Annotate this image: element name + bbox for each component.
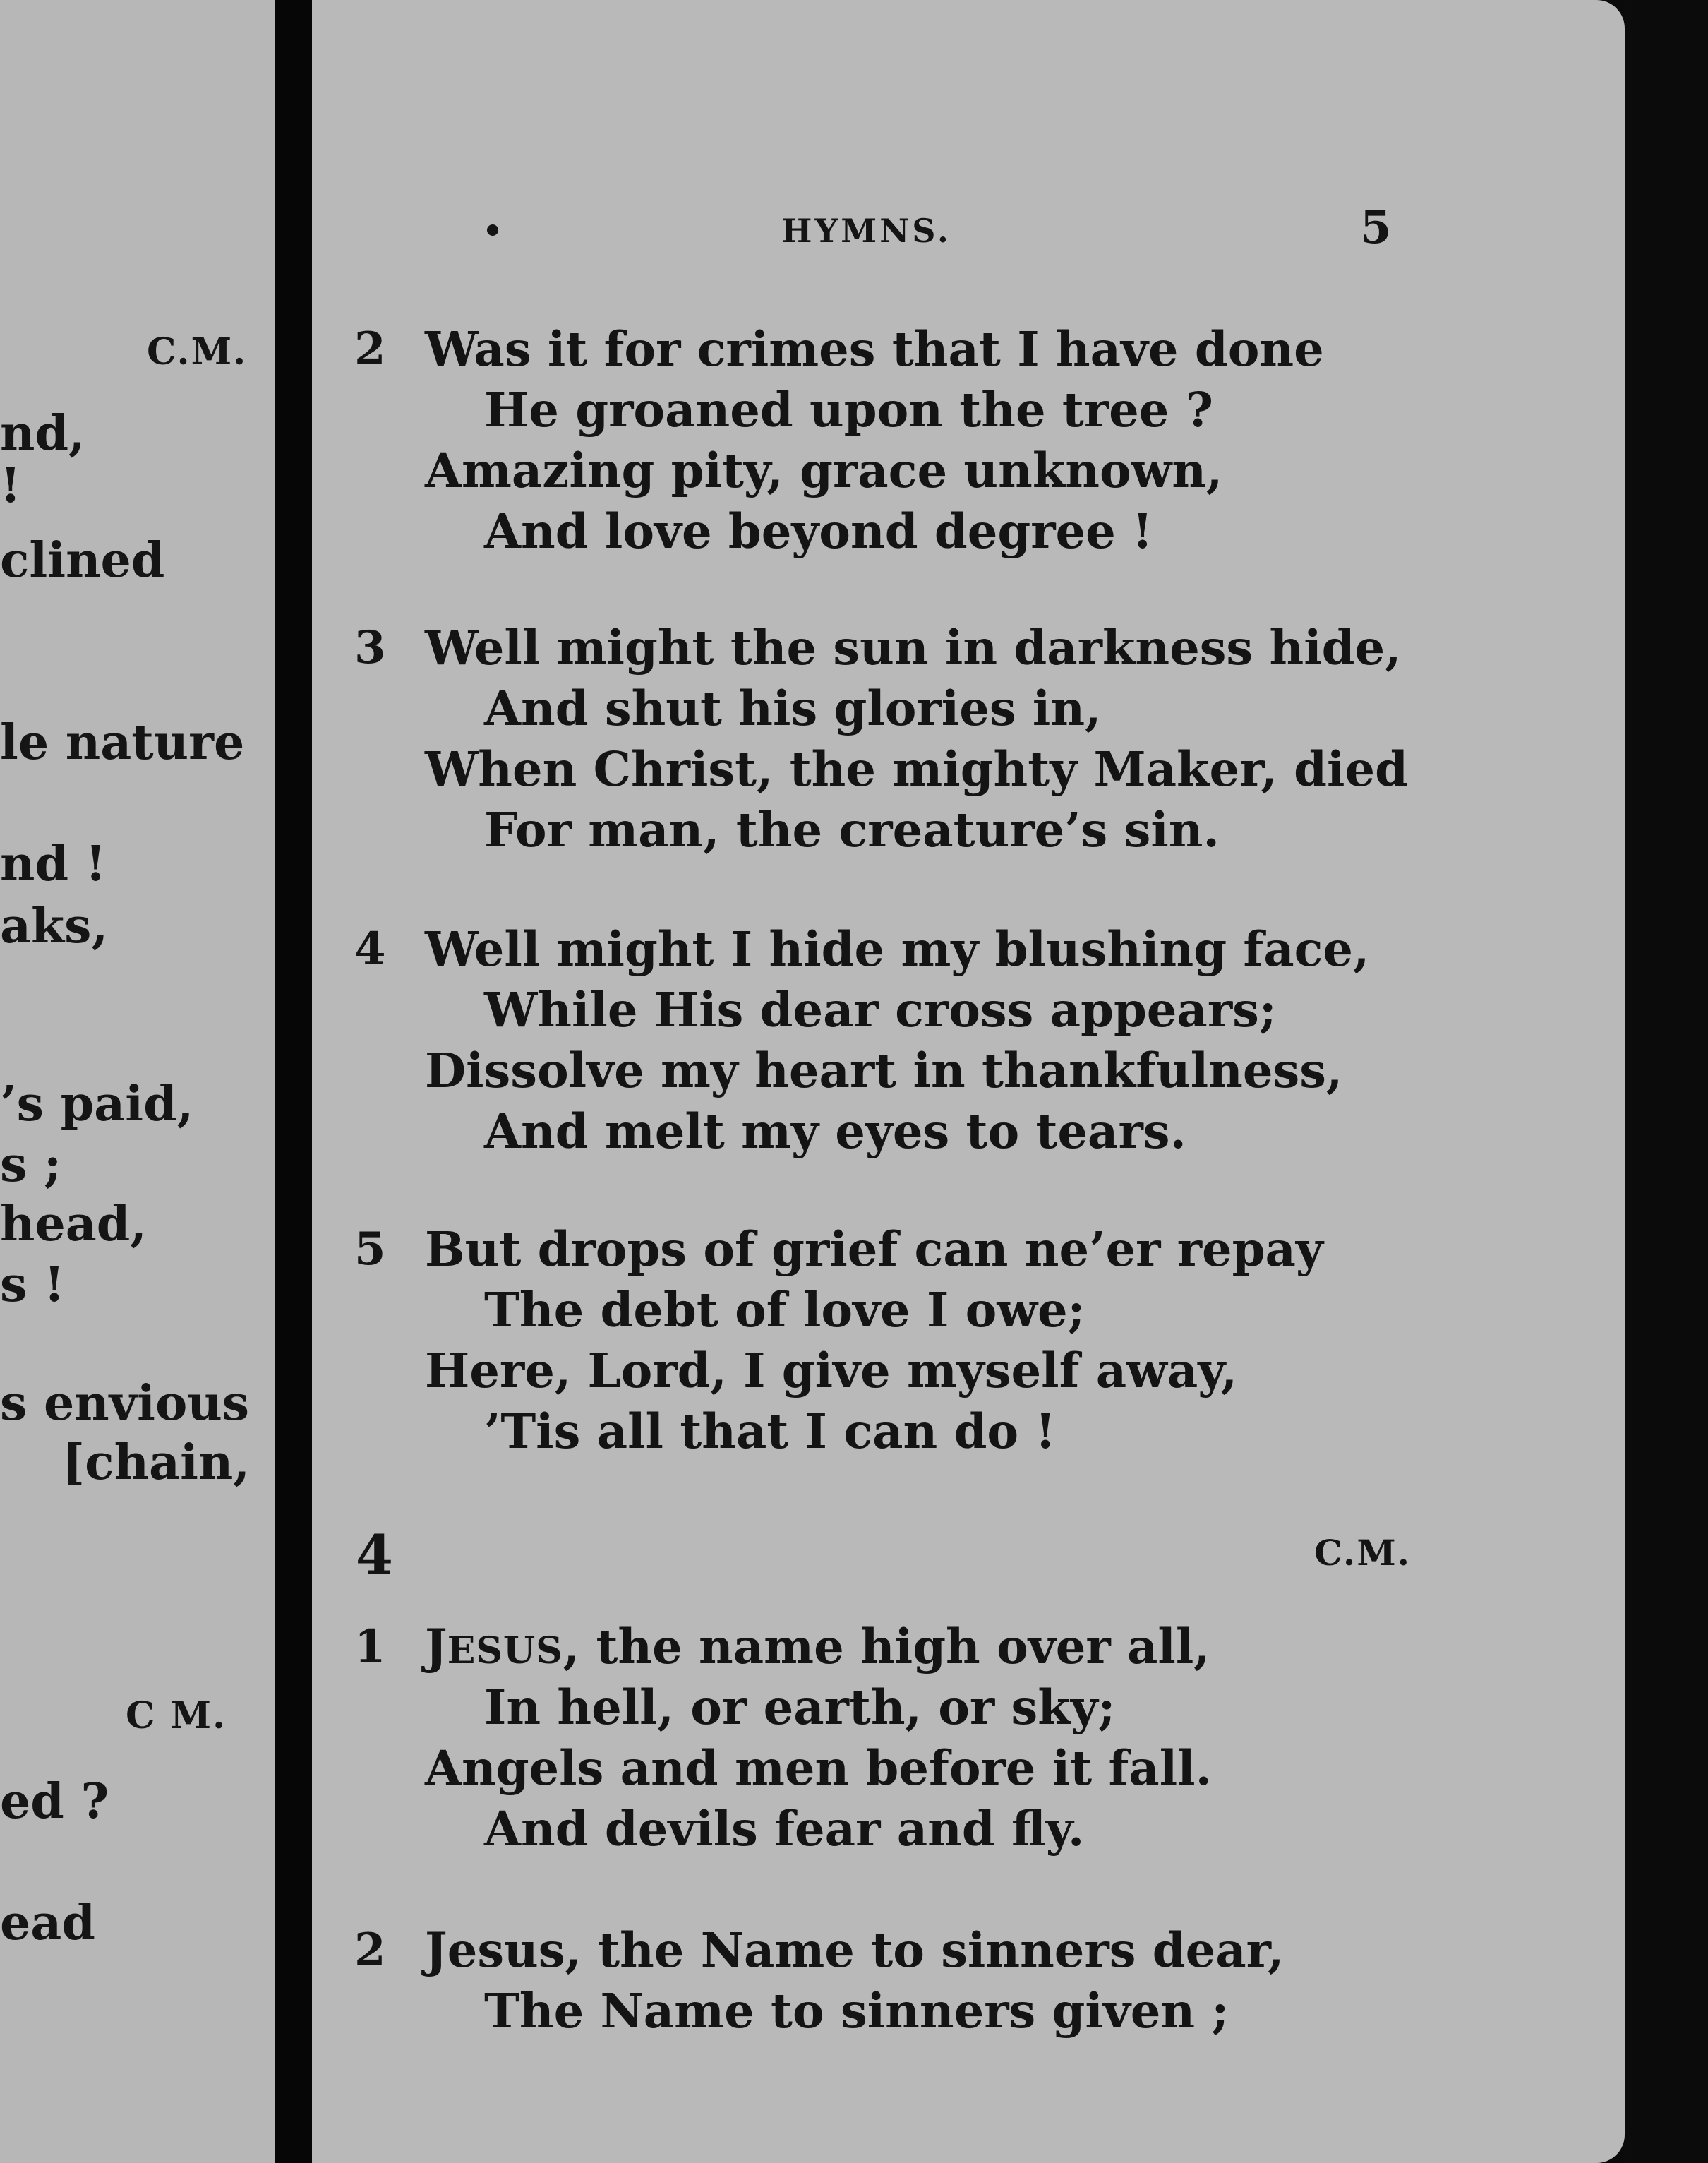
verse-text: Jesus, the Name to sinners dear, <box>425 1922 1285 1978</box>
book-gutter <box>275 0 312 2163</box>
facing-page-fragment: le nature <box>0 714 245 771</box>
verse-text <box>425 1617 1210 1682</box>
facing-page-fragment: s ; <box>0 1137 62 1193</box>
hymn-meter: C.M. <box>1314 1532 1412 1574</box>
verse-text: Was it for crimes that I have done <box>425 321 1324 377</box>
verse-text: For man, the creature’s sin. <box>484 802 1220 858</box>
verse-text: And love beyond degree ! <box>484 503 1153 559</box>
verse-text: When Christ, the mighty Maker, died <box>425 741 1408 797</box>
facing-page-fragment: s envious <box>0 1375 250 1432</box>
facing-page-fragment: ! <box>0 457 21 514</box>
verse-number: 2 <box>354 323 386 376</box>
first-line-rest: , the name high over all, <box>563 1619 1210 1674</box>
facing-page-fragment: [chain, <box>62 1434 251 1491</box>
facing-page-fragment: ead <box>0 1895 95 1951</box>
verse-number: 1 <box>354 1620 386 1673</box>
verse-text: Amazing pity, grace unknown, <box>425 443 1223 498</box>
verse-number: 3 <box>354 621 386 674</box>
verse-text: Well might I hide my blushing face, <box>425 921 1370 977</box>
verse-text: Well might the sun in darkness hide, <box>425 620 1402 676</box>
book-edge <box>1625 0 1708 2163</box>
hymn-number: 4 <box>356 1523 393 1586</box>
verse-text: ’Tis all that I can do ! <box>484 1403 1056 1459</box>
verse-text: And devils fear and fly. <box>484 1801 1085 1857</box>
facing-page-fragment: nd, <box>0 405 85 462</box>
verse-text: While His dear cross appears; <box>484 982 1277 1038</box>
facing-page-fragment: ed ? <box>0 1773 109 1830</box>
verse-text: The Name to sinners given ; <box>484 1983 1229 2039</box>
verse-text: He groaned upon the tree ? <box>484 382 1214 438</box>
verse-number: 2 <box>354 1924 386 1977</box>
facing-page-fragment: head, <box>0 1196 147 1252</box>
hymn-page <box>312 0 1625 2163</box>
verse-number: 5 <box>354 1223 386 1276</box>
verse-text: And melt my eyes to tears. <box>484 1103 1186 1159</box>
verse-text: Here, Lord, I give myself away, <box>425 1343 1238 1398</box>
facing-page-fragment: nd ! <box>0 836 107 892</box>
facing-page-fragment: clined <box>0 532 165 589</box>
facing-page-fragment: s ! <box>0 1257 65 1313</box>
verse-text: And shut his glories in, <box>484 681 1102 736</box>
verse-text: In hell, or earth, or sky; <box>484 1679 1116 1735</box>
facing-page <box>0 0 275 2163</box>
verse-text: Dissolve my heart in thankfulness, <box>425 1043 1343 1098</box>
facing-page-fragment: aks, <box>0 898 109 954</box>
facing-page-meter: C.M. <box>147 330 248 373</box>
running-head: HYMNS. <box>781 212 951 250</box>
ink-dot <box>487 224 498 236</box>
verse-number: 4 <box>354 923 386 976</box>
initial-capital: J <box>425 1619 447 1674</box>
page-number: 5 <box>1360 201 1392 254</box>
facing-page-meter: C M. <box>126 1694 227 1737</box>
verse-text: The debt of love I owe; <box>484 1282 1085 1338</box>
small-caps-word: ESUS <box>447 1629 563 1672</box>
facing-page-fragment: ’s paid, <box>0 1076 194 1132</box>
verse-text: Angels and men before it fall. <box>425 1740 1212 1796</box>
verse-text: But drops of grief can ne’er repay <box>425 1221 1323 1277</box>
